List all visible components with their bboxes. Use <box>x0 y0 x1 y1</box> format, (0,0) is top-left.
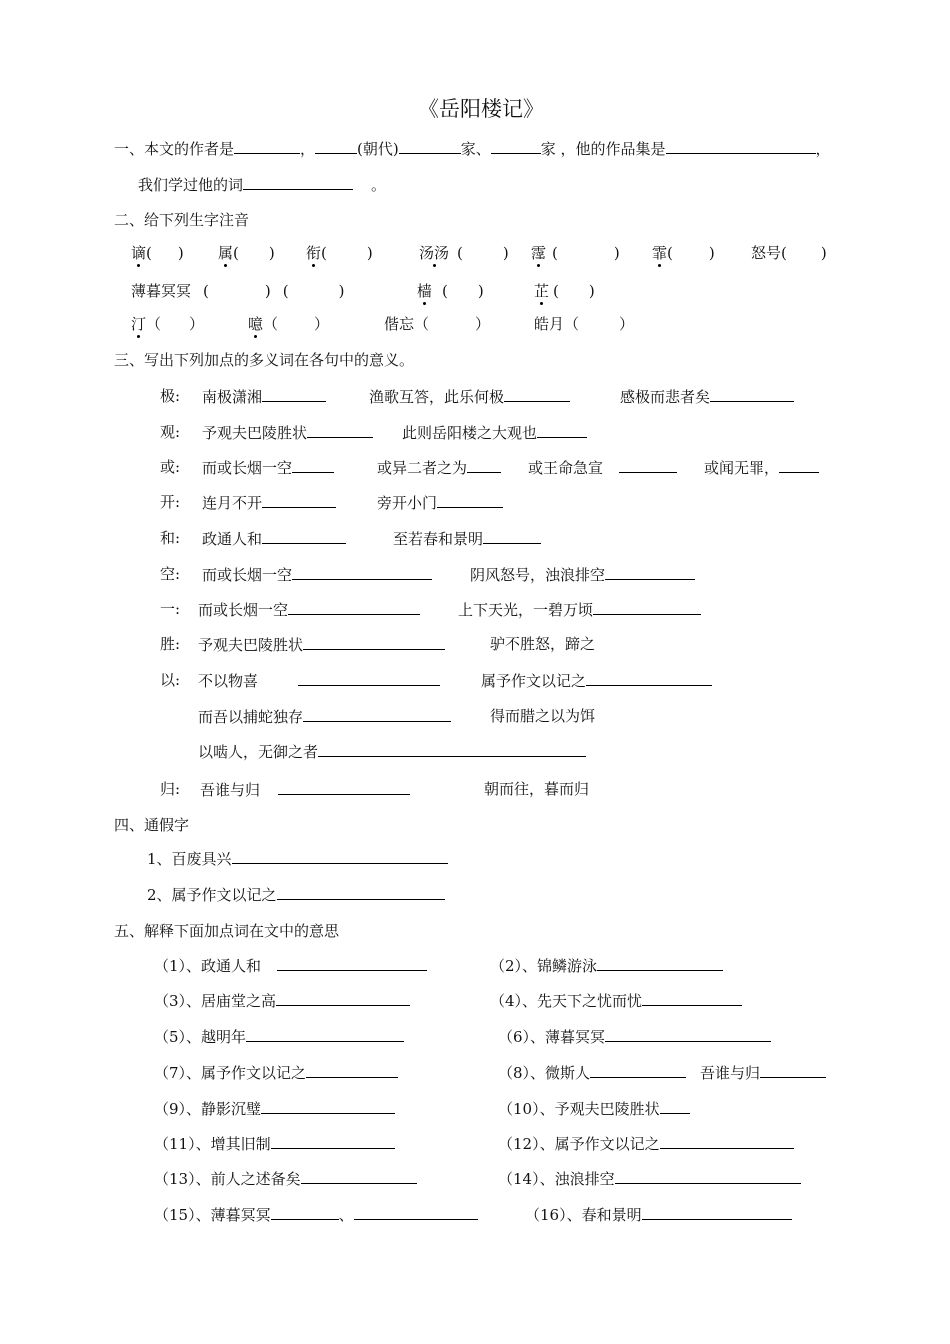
item: 旁开小门 <box>377 492 503 513</box>
item: 予观夫巴陵胜状 <box>198 634 445 655</box>
pinyin-item: 樯 ( ) <box>417 282 484 300</box>
section-4-heading: 四、通假字 <box>114 816 190 834</box>
section-5-heading: 五、解释下面加点词在文中的意思 <box>114 922 340 940</box>
item: 吾谁与归 <box>200 779 410 800</box>
section-1-line-2: 我们学过他的词 。 <box>138 176 387 194</box>
item: 而吾以捕蛇独存 <box>198 706 451 727</box>
blank[interactable] <box>399 138 461 154</box>
blank[interactable] <box>666 138 816 154</box>
key-word: 观: <box>160 423 181 441</box>
item: 属予作文以记之 <box>481 670 712 691</box>
item: 或异二者之为 <box>377 457 501 478</box>
blank[interactable] <box>315 138 357 154</box>
key-word: 胜: <box>160 635 181 653</box>
item: （4）、先天下之忧而忧 <box>490 990 742 1011</box>
blank[interactable] <box>491 138 541 154</box>
item: （1）、政通人和 <box>154 955 427 976</box>
item: 而或长烟一空 <box>198 599 420 620</box>
item: 或王命急宣 <box>528 457 677 478</box>
item: （16）、春和景明 <box>525 1204 792 1225</box>
key-word: 或: <box>160 458 181 476</box>
key-word: 极: <box>160 387 181 405</box>
item: 上下天光，一碧万顷 <box>458 599 701 620</box>
key-word: 和: <box>160 529 181 547</box>
item: （15）、薄暮冥冥 、 <box>154 1204 478 1225</box>
item: （13）、前人之述备矣 <box>154 1168 417 1189</box>
pinyin-item: 薄暮冥冥 ( ) ( ) <box>131 282 345 300</box>
item: （12）、属予作文以记之 <box>498 1133 794 1154</box>
pinyin-item: 谪( ) <box>131 244 184 262</box>
item: 而或长烟一空 <box>202 564 432 585</box>
item: （10）、予观夫巴陵胜状 <box>498 1098 690 1119</box>
item: 至若春和景明 <box>393 528 541 549</box>
pinyin-item: 芷 ( ) <box>534 282 595 300</box>
pinyin-item: 属( ) <box>218 244 275 262</box>
item: 而或长烟一空 <box>202 457 334 478</box>
pinyin-item: 怒号( ) <box>751 244 827 262</box>
section-1-line-1: 一、本文的作者是 ， (朝代) 家、 家 ，他的作品集是 ， <box>114 140 831 158</box>
item: 感极而悲者矣 <box>620 386 794 407</box>
key-word: 一: <box>160 600 181 618</box>
item: （8）、微斯人 <box>498 1062 686 1083</box>
item: 不以物喜 <box>198 670 440 691</box>
item: 政通人和 <box>202 528 346 549</box>
blank[interactable] <box>243 174 353 190</box>
item: （7）、属予作文以记之 <box>154 1062 398 1083</box>
key-word: 开: <box>160 493 181 511</box>
item: 1、百废具兴 <box>147 848 448 869</box>
item: 予观夫巴陵胜状 <box>202 422 373 443</box>
key-word: 以: <box>160 671 181 689</box>
pinyin-item: 衔( ) <box>306 244 373 262</box>
key-word: 归: <box>160 780 181 798</box>
item: 得而腊之以为饵 <box>490 707 596 725</box>
item: 连月不开 <box>202 492 336 513</box>
pinyin-item: 汤汤 ( ) <box>419 244 509 262</box>
item: 此则岳阳楼之大观也 <box>402 422 587 443</box>
item: 或闻无罪， <box>704 457 819 478</box>
item: 渔歌互答，此乐何极 <box>369 386 570 407</box>
item: 朝而往，暮而归 <box>484 780 590 798</box>
key-word: 空: <box>160 565 181 583</box>
item: （11）、增其旧制 <box>154 1133 395 1154</box>
blank[interactable] <box>234 138 300 154</box>
item: （5）、越明年 <box>154 1026 404 1047</box>
item: 南极潇湘 <box>202 386 326 407</box>
item: （14）、浊浪排空 <box>498 1168 801 1189</box>
item: 阴风怒号，浊浪排空 <box>470 564 695 585</box>
pinyin-item: 噫（ ） <box>248 315 330 333</box>
pinyin-item: 偕忘（ ） <box>384 315 491 333</box>
section-2-heading: 二、给下列生字注音 <box>114 211 250 229</box>
item: 吾谁与归 <box>700 1062 826 1083</box>
pinyin-item: 皓月（ ） <box>534 315 635 333</box>
item: 以啮人，无御之者 <box>198 741 586 762</box>
pinyin-item: 霪 ( ) <box>531 244 620 262</box>
pinyin-item: 汀（ ） <box>131 315 205 333</box>
item: （2）、锦鳞游泳 <box>490 955 723 976</box>
item: （3）、居庙堂之高 <box>154 990 410 1011</box>
item: （9）、静影沉璧 <box>154 1098 395 1119</box>
section-3-heading: 三、写出下列加点的多义词在各句中的意义。 <box>114 351 415 369</box>
page-title: 《岳阳楼记》 <box>418 97 544 121</box>
item: （6）、薄暮冥冥 <box>498 1026 771 1047</box>
item: 2、属予作文以记之 <box>147 884 445 905</box>
pinyin-item: 霏( ) <box>652 244 715 262</box>
item: 驴不胜怒，蹄之 <box>490 635 596 653</box>
